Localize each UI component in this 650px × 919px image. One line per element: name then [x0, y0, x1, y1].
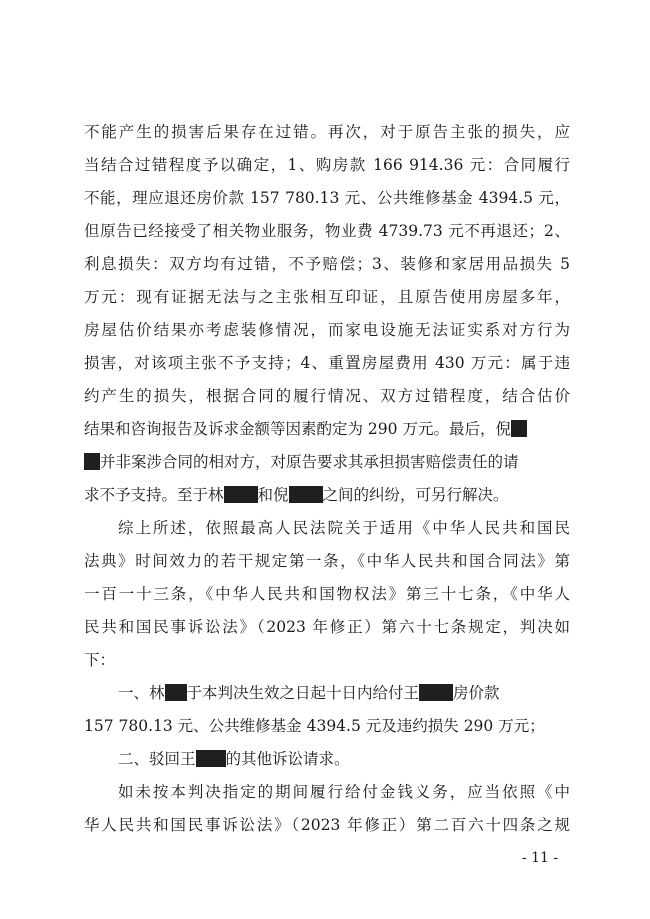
- text-fragment: 求不予支持。至于林: [84, 486, 224, 504]
- text-line: [84, 485, 570, 505]
- redaction-block: [511, 420, 527, 437]
- text-line: 综上所述，依照最高人民法院关于适用《中华人民共和国民: [118, 519, 570, 537]
- text-line: [84, 419, 570, 439]
- redaction-block: [196, 750, 226, 767]
- text-line: 约产生的损失，根据合同的履行情况、双方过错程度，结合估价: [84, 387, 570, 405]
- text-line: 损害，对该项主张不予支持；4、重置房屋费用 430 万元：属于违: [84, 354, 570, 372]
- text-line: 不能产生的损害后果存在过错。再次，对于原告主张的损失，应: [84, 123, 570, 141]
- text-fragment: 于本判决生效之日起十日内给付王: [186, 684, 420, 702]
- text-fragment: 和倪: [257, 486, 289, 504]
- text-line: 但原告已经接受了相关物业服务，物业费 4739.73 元不再退还；2、: [84, 222, 570, 240]
- redaction-block: [419, 684, 453, 701]
- text-line: 华人民共和国民事诉讼法》（2023 年修正）第二百六十四条之规: [84, 816, 570, 834]
- text-line: 157 780.13 元、公共维修基金 4394.5 元及违约损失 290 万元；: [84, 717, 545, 735]
- text-line: [84, 452, 570, 472]
- text-fragment: 之间的纠纷，可另行解决。: [322, 486, 509, 504]
- text-line: 一百一十三条，《中华人民共和国物权法》第三十七条，《中华人: [84, 585, 570, 603]
- text-fragment: 一、林: [118, 684, 165, 702]
- text-line: 民共和国民事诉讼法》（2023 年修正）第六十七条规定，判决如: [84, 618, 570, 636]
- text-fragment: 的其他诉讼请求。: [225, 750, 350, 768]
- text-line: 如未按本判决指定的期间履行给付金钱义务，应当依照《中: [118, 783, 570, 801]
- text-line: 法典》时间效力的若干规定第一条，《中华人民共和国合同法》第: [84, 552, 570, 570]
- redaction-block: [224, 486, 258, 503]
- text-line: [118, 749, 570, 769]
- text-fragment: 二、驳回王: [118, 750, 196, 768]
- redaction-block: [84, 453, 100, 470]
- text-line: [118, 683, 570, 703]
- text-line: 万元：现有证据无法与之主张相互印证，且原告使用房屋多年，: [84, 288, 570, 306]
- text-line: 不能，理应退还房价款 157 780.13 元、公共维修基金 4394.5 元，: [84, 189, 570, 207]
- text-line: 利息损失：双方均有过错，不予赔偿；3、装修和家居用品损失 5: [84, 255, 570, 273]
- text-fragment: 结果和咨询报告及诉求金额等因素酌定为 290 万元。最后，倪: [84, 420, 511, 438]
- redaction-block: [289, 486, 323, 503]
- text-line: 房屋估价结果亦考虑装修情况，而家电设施无法证实系对方行为: [84, 321, 570, 339]
- page-number: - 11 -: [521, 850, 559, 866]
- redaction-block: [165, 684, 187, 701]
- text-fragment: 房价款: [453, 684, 500, 702]
- text-line: 当结合过错程度予以确定，1、购房款 166 914.36 元：合同履行: [84, 156, 570, 174]
- text-line: 下：: [84, 651, 116, 669]
- text-fragment: 并非案涉合同的相对方，对原告要求其承担损害赔偿责任的请: [100, 453, 519, 471]
